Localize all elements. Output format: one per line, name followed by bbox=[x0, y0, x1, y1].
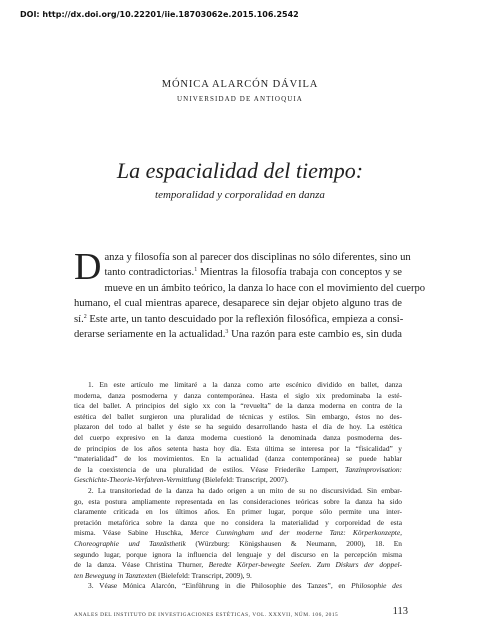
footnote-2-line: pretación metafórica sobre la danza que no considera la materialidad y corporeidad de esta bbox=[74, 517, 402, 527]
footnote-1-line: de principios de los años setenta hasta hoy día. Esta última se interesa por la “fisicalidad” y bbox=[74, 443, 402, 453]
footnote-2-line: de la danza. Véase Christina Thurner, Beredte Körper-bewegte Seelen. Zum Diskurs der doppel- bbox=[74, 560, 402, 570]
footnote-ref-3[interactable]: 3 bbox=[225, 329, 229, 336]
footnotes bbox=[74, 380, 402, 592]
footnote-1-line: tica del ballet. A principios del siglo xx con la “revuelta” de la danza moderna en contra de la bbox=[74, 401, 402, 411]
footnote-2-line: go, esta postura ampliamente representada en las consideraciones teóricas sobre la danza ha sido bbox=[74, 496, 402, 506]
footnote-ref-2[interactable]: 2 bbox=[83, 313, 87, 320]
body-paragraph bbox=[74, 246, 426, 342]
footnote-1-line: de la coexistencia de una pluralidad de estilos. Véase Friederike Lampert, Tanzimprovisation: bbox=[74, 464, 402, 474]
footnote-2-line: claramente criticada en los últimos años. En primer lugar, porque sólo permite una inter- bbox=[74, 507, 402, 517]
footnote-2-line: 2. La transitoriedad de la danza ha dado origen a un mito de su no discursividad. Sin embar- bbox=[88, 485, 402, 495]
book-title: Beredte Körper-bewegte Seelen. Zum Diskurs der doppel- bbox=[208, 560, 402, 570]
author-affiliation: UNIVERSIDAD DE ANTIOQUIA bbox=[177, 95, 303, 103]
body-line: tanto contradictorias.$^1$ Mientras la filosofía trabaja con conceptos y se bbox=[104, 267, 402, 279]
footnote-1-line: “materialidad” de los movimientos. En la actualidad (danza contemporánea) se puede hablar bbox=[74, 454, 402, 464]
footnote-1-line: Geschichte-Theorie-Verfahren-Vermittlung (Bielefeld: Transcript, 2007). bbox=[74, 475, 289, 485]
page-number: 113 bbox=[392, 606, 408, 617]
body-line: sí.$^2$ Este arte, un tanto descuidado por la reflexión filosófica, empieza a consi- bbox=[74, 313, 404, 325]
drop-cap: D bbox=[74, 246, 102, 288]
footnote-1-line: moderna, danza posmoderna y danza contemporánea. Hasta el siglo xix predominaba la esté- bbox=[74, 390, 402, 400]
book-title: Choreographie und Tanzästhetik bbox=[74, 538, 186, 548]
author-name: MÓNICA ALARCÓN DÁVILA bbox=[161, 79, 319, 90]
footnote-1-line: del cuerpo expresivo en la danza moderna cuestionó la denominada danza posmoderna des- bbox=[74, 432, 402, 442]
book-title: Merce Cunningham und der moderne Tanz: Körperkonzepte, bbox=[190, 528, 402, 538]
book-title: ten Bewegung in Tanztexten bbox=[74, 570, 157, 580]
footnote-1-line: 1. En este artículo me limitaré a la danza como arte escénico dividido en ballet, danza bbox=[88, 380, 402, 389]
book-title: Geschichte-Theorie-Verfahren-Vermittlung bbox=[74, 475, 201, 485]
body-line: humano, el cual mientras aparece, desaparece sin dejar objeto alguno tras de bbox=[74, 298, 402, 310]
footnote-1-line: estética del ballet surgieron una pluralidad de técnicas y estilos. Sin embargo, éstos no des- bbox=[74, 411, 402, 421]
book-title: Philosophie des bbox=[351, 581, 402, 591]
footnote-2-line: segundo lugar, porque ignora la influencia del lenguaje y del discurso en la percepción misma bbox=[74, 549, 402, 559]
body-line: derarse seriamente en la actualidad.$^3$ Una razón para este cambio es, sin duda bbox=[74, 329, 402, 341]
footnote-ref-1[interactable]: 1 bbox=[194, 267, 198, 274]
journal-footer: ANALES DEL INSTITUTO DE INVESTIGACIONES ESTÉTICAS, VOL. XXXVII, NÚM. 106, 2015 bbox=[74, 612, 339, 618]
footnote-2-line: misma. Véase Sabine Huschka, Merce Cunningham und der moderne Tanz: Körperkonzepte, bbox=[74, 528, 402, 538]
footnote-2-line: ten Bewegung in Tanztexten (Bielefeld: Transcript, 2009), 9. bbox=[74, 570, 252, 580]
book-title: Tanzimprovisation: bbox=[345, 464, 402, 474]
footnote-1-line: plazaron del todo al ballet y éste se ha seguido desarrollando hasta el día de hoy. La estética bbox=[74, 422, 402, 432]
doi-line[interactable]: DOI: http://dx.doi.org/10.22201/iie.18703062e.2015.106.2542 bbox=[20, 10, 299, 19]
footnote-3-line: 3. Véase Mónica Alarcón, “Einführung in die Philosophie des Tanzes”, en Philosophie des bbox=[88, 581, 402, 591]
article-subtitle: temporalidad y corporalidad en danza bbox=[155, 189, 325, 201]
body-line: mueve en un ámbito teórico, la danza lo hace con el movimiento del cuerpo bbox=[104, 282, 426, 294]
article-title: La espacialidad del tiempo: bbox=[116, 158, 364, 183]
body-line: anza y filosofía son al parecer dos disciplinas no sólo diferentes, sino un bbox=[104, 252, 411, 263]
footnote-2-line: Choreographie und Tanzästhetik (Würzburg: Königshausen & Neumann, 2000), 18. En bbox=[74, 538, 402, 548]
